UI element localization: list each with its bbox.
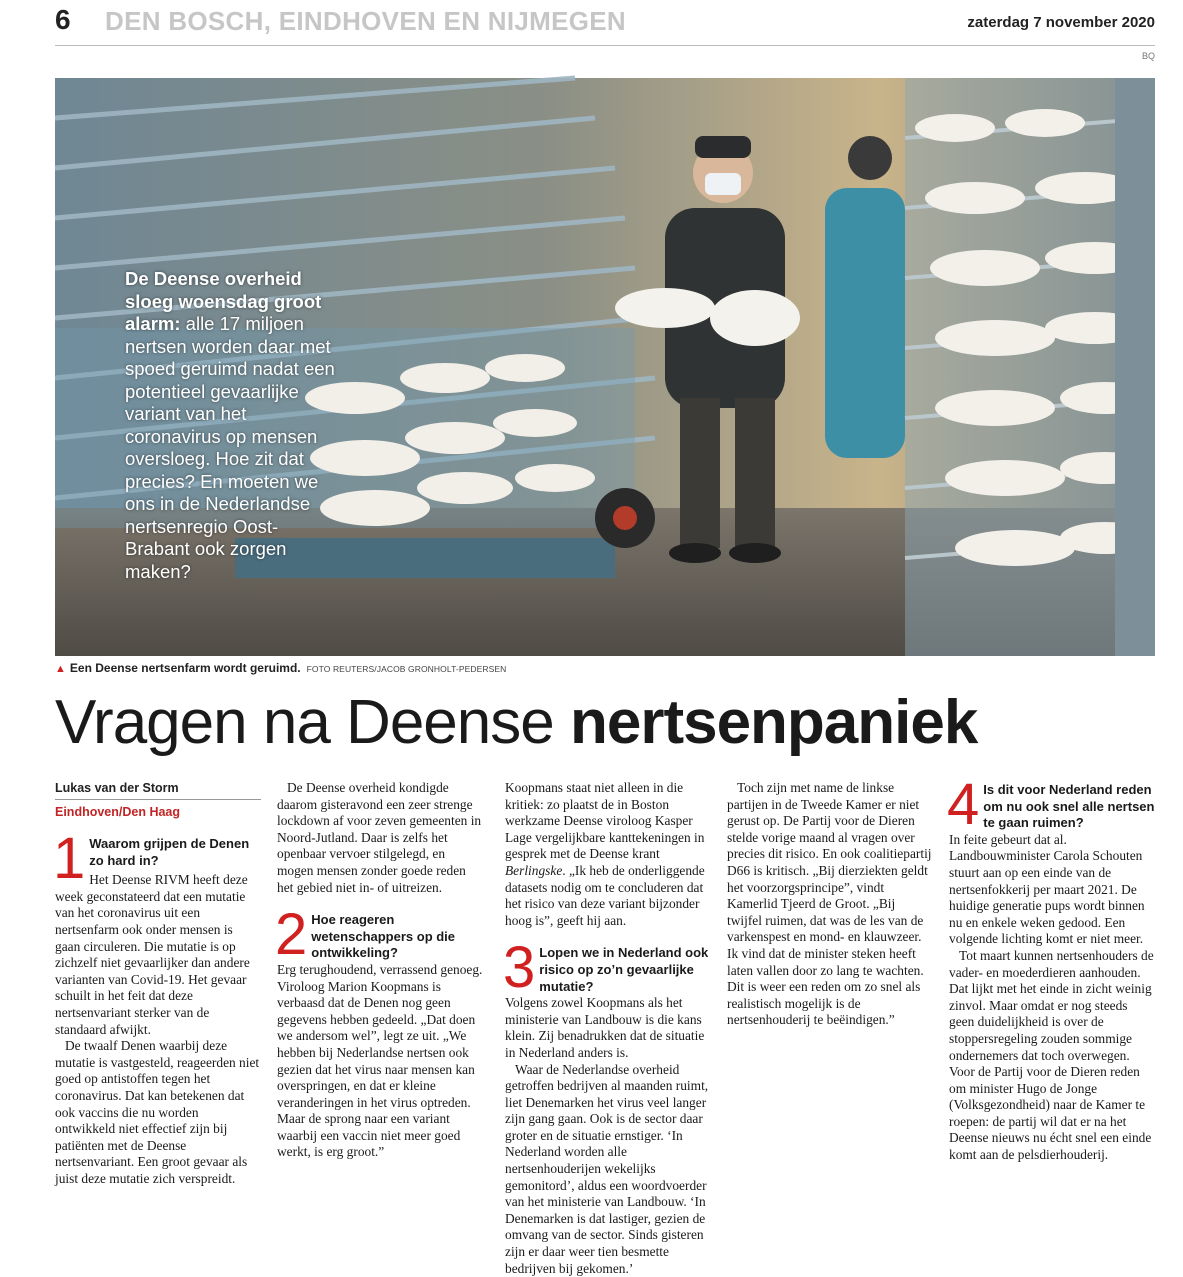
paragraph: Erg terughoudend, verrassend genoeg. Viroloog Marion Koopmans is verbaasd dat de Denen nog geen gegevens hebben gedeeld. „Dat doen we andersom wel”, legt ze uit. „We hebben bij Nederlandse nertsen ook gezien dat het virus naar mensen kan overspringen, en dat er kleine veranderingen in het virus optreden. Maar de sprong naar een variant waarbij een vaccin niet meer goed werkt, is erg groot.” (277, 962, 483, 1161)
paragraph: Toch zijn met name de linkse partijen in de Tweede Kamer er niet gerust op. De Partij voor de Dieren stelde vorige maand al vragen over precies dit risico. En ook coalitiepartij D66 is kritisch. „Bij dierziekten geldt het voorzorgsprincipe”, vindt Kamerlid Tjeerd de Groot. „Bij twijfel ruimen, dat was de les van de varkenspest en mond- en klauwzeer. Ik vind dat de minister steken heeft laten vallen door zo lang te wachten. Dit is weer een reden om zo snel als realistisch mogelijk is de nertsenhouderij te beëindigen.” (727, 780, 933, 1029)
paragraph: Volgens zowel Koopmans als het ministerie van Landbouw is die kans klein. Zij benadrukken dat de situatie in Nederland anders is. (505, 995, 711, 1061)
intro-rest: alle 17 miljoen nertsen worden daar met spoed geruimd nadat een potentieel gevaarlijke variant van het coronavirus op mensen oversloeg. Hoe zit dat precies? En moeten we ons in de Nederlandse nertsenregio Oost-Brabant ook zorgen maken? (125, 313, 335, 582)
photo-intro-text (125, 268, 335, 583)
question-number: 3 (503, 943, 535, 993)
page-number: 6 (55, 4, 71, 36)
article-photo (55, 78, 1155, 656)
column-2 (277, 780, 483, 1161)
headline-bold: nertsenpaniek (570, 688, 977, 757)
column-3 (505, 780, 711, 1277)
header-rule (55, 45, 1155, 46)
section-title: DEN BOSCH, EINDHOVEN EN NIJMEGEN (105, 6, 626, 37)
question-2 (277, 912, 483, 962)
photo-credit: FOTO REUTERS/JACOB GRONHOLT-PEDERSEN (307, 664, 507, 674)
author-byline: Lukas van der Storm (55, 780, 261, 800)
caption-text: Een Deense nertsenfarm wordt geruimd. (70, 661, 301, 675)
headline-light: Vragen na Deense (55, 688, 570, 757)
page-header (55, 4, 1155, 40)
question-text: Is dit voor Nederland reden om nu ook snel alle nertsen te gaan ruimen? (983, 782, 1154, 830)
article-body (55, 780, 1155, 1198)
dateline: Eindhoven/Den Haag (55, 804, 261, 821)
caption-triangle-icon: ▲ (55, 663, 66, 675)
paragraph: Koopmans staat niet alleen in die kritiek: zo plaatst de in Boston werkzame Deense viroloog Kasper Lage vergelijkbare kanttekeningen in gesprek met de Deense krant Berlingske. „Ik heb de onderliggende datasets nodig om te concluderen dat het risico van deze variant bijzonder hoog is”, geeft hij aan. (505, 780, 711, 929)
paragraph: Het Deense RIVM heeft deze week geconstateerd dat een mutatie van het coronavirus uit een nertsenfarm ook onder mensen is gaan circuleren. Die mutatie is op zichzelf niet gevaarlijker dan andere varianten van Covid-19. Het gevaar schuilt in het feit dat deze nertsenvariant sterker van de standaard afwijkt. (55, 872, 261, 1038)
column-5 (949, 780, 1155, 1164)
issue-date: zaterdag 7 november 2020 (967, 14, 1155, 31)
question-text: Waarom grijpen de Denen zo hard in? (89, 836, 249, 868)
paragraph: De twaalf Denen waarbij deze mutatie is vastgesteld, reageerden niet goed op antistoffen tegen het coronavirus. Dat kan betekenen dat ook vaccins die nu worden ontwikkeld niet effectief zijn bij patiënten met de Deense nertsenvariant. Een groot gevaar als juist deze mutatie zich verspreidt. (55, 1038, 261, 1187)
paragraph: De Deense overheid kondigde daarom gisteravond een zeer strenge lockdown af voor zeven gemeenten in Noord-Jutland. Daar is zelfs het openbaar vervoer stilgelegd, en mogen mensen zonder goede reden het gebied niet in- of uitreizen. (277, 780, 483, 896)
question-text: Lopen we in Nederland ook risico op zo’n gevaarlijke mutatie? (539, 945, 708, 993)
question-number: 2 (275, 910, 307, 960)
paragraph: Waar de Nederlandse overheid getroffen bedrijven al maanden ruimt, liet Denemarken het virus veel langer zijn gang gaan. Ook is de sector daar groter en de situatie ernstiger. ‘In Nederland worden alle nertsenhouderijen wekelijks gemonitord’, aldus een woordvoerder van het ministerie van Landbouw. ‘In Denemarken is dat lastiger, gezien de omvang van de sector. Sinds gisteren zijn er daar weer tien besmette bedrijven bij gekomen.’ (505, 1062, 711, 1277)
question-1 (55, 836, 261, 872)
question-number: 1 (53, 834, 85, 884)
question-4 (949, 782, 1155, 832)
question-text: Hoe reageren wetenschappers op die ontwikkeling? (311, 912, 455, 960)
question-number: 4 (947, 780, 979, 830)
paragraph: In feite gebeurt dat al. Landbouwminister Carola Schouten stuurt aan op een einde van de nertsenfokkerij per maart 2021. De huidige generatie pups wordt binnen nu en enkele weken gedood. Een volgende lichting komt er niet meer. (949, 832, 1155, 948)
column-1 (55, 780, 261, 1187)
question-3 (505, 945, 711, 995)
paragraph: Tot maart kunnen nertsenhouders de vader- en moederdieren aanhouden. Dat lijkt met het einde in zicht weinig zinvol. Maar omdat er nog steeds geen duidelijkheid is over de stoppersregeling zouden sommige ondernemers dat toch overwegen. Voor de Partij voor de Dieren reden om minister Hugo de Jonge (Volksgezondheid) naar de Kamer te roepen: de partij wil dat er na het Deense nieuws nu écht snel een einde komt aan de pelsdierhouderij. (949, 948, 1155, 1164)
intro-bold: De Deense overheid sloeg woensdag groot alarm: (125, 268, 321, 334)
edition-code: BQ (1142, 51, 1155, 61)
newspaper-name: Berlingske (505, 863, 562, 878)
photo-caption (55, 661, 1155, 675)
column-4 (727, 780, 933, 1029)
headline (55, 684, 1155, 762)
